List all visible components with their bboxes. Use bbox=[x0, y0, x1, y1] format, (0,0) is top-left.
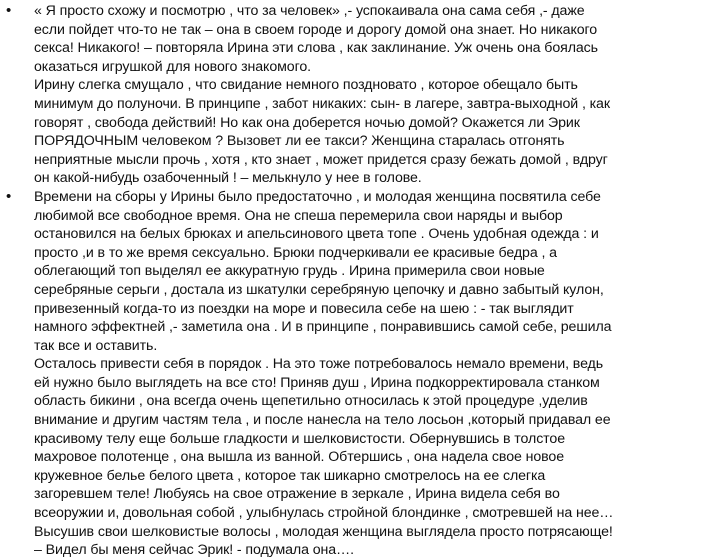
bullet-dot: • bbox=[6, 187, 12, 205]
text-line: говорят , свобода действий! Но как она доберется ночью домой? Окажется ли Эрик bbox=[34, 114, 580, 131]
text-line: – Видел бы меня сейчас Эрик! - подумала она…. bbox=[34, 542, 354, 559]
text-line: минимум до полуночи. В принципе , забот никаких: сын- в лагере, завтра-выходной , как bbox=[34, 95, 610, 112]
paragraph-text bbox=[34, 188, 718, 560]
text-line: загоревшем теле! Любуясь на свое отражение в зеркале , Ирина видела себя во bbox=[34, 486, 560, 503]
text-line: внимание и другим частям тела , и после нанесла на тело лосьон ,который придавал ее bbox=[34, 412, 611, 429]
text-line: « Я просто схожу и посмотрю , что за человек» ,- успокаивала она сама себя ,- даже bbox=[34, 3, 585, 19]
text-line: Ирину слегка смущало , что свидание немного поздновато , которое обещало быть bbox=[34, 77, 578, 94]
text-line: секса! Никакого! – повторяла Ирина эти слова , как заклинание. Уж очень она боялась bbox=[34, 40, 598, 57]
text-line: привезенный когда-то из поездки на море и повесила себе на шею : - так выглядит bbox=[34, 300, 574, 317]
text-line: намного эффектней ,- заметила она . И в принципе , понравившись самой себе, решила bbox=[34, 319, 612, 336]
bullet-dot: • bbox=[6, 2, 12, 19]
bullet-paragraph-2 bbox=[6, 188, 718, 560]
text-line: оказаться игрушкой для нового знакомого. bbox=[34, 58, 311, 75]
text-line: красивому телу еще больше гладкости и шелковистости. Обернувшись в толстое bbox=[34, 430, 566, 447]
text-line: серебряные серьги , достала из шкатулки серебряную цепочку и давно забытый кулон, bbox=[34, 281, 604, 298]
text-line: остановился на белых брюках и апельсинового цвета топе . Очень удобная одежда : и bbox=[34, 226, 599, 243]
text-line: махровое полотенце , она вышла из ванной. Обтершись , она надела свое новое bbox=[34, 449, 565, 466]
text-line: ей нужно было выглядеть на все сто! Приняв душ , Ирина подкорректировала станком bbox=[34, 374, 600, 391]
text-line: любимой все свободное время. Она не спеша перемерила свои наряды и выбор bbox=[34, 207, 563, 224]
text-line: Высушив свои шелковистые волосы , молодая женщина выглядела просто потрясающе! bbox=[34, 523, 613, 540]
text-line: неприятные мысли прочь , хотя , кто знает , может придется сразу бежать домой , вдруг bbox=[34, 151, 608, 168]
bullet-list bbox=[6, 2, 718, 560]
bullet-paragraph-1 bbox=[6, 2, 718, 188]
text-line: кружевное белье белого цвета , которое так шикарно смотрелось на ее слегка bbox=[34, 467, 546, 484]
text-line: Времени на сборы у Ирины было предостаточно , и молодая женщина посвятила себе bbox=[34, 188, 601, 205]
text-line: облегающий топ выделял ее аккуратную грудь . Ирина примерила свои новые bbox=[34, 263, 545, 280]
text-line: он какой-нибудь озабоченный ! – мелькнуло у нее в голове. bbox=[34, 170, 422, 187]
text-line: ПОРЯДОЧНЫМ человеком ? Вызовет ли ее такси? Женщина старалась отгонять bbox=[34, 133, 565, 150]
text-line: просто ,и в то же время сексуально. Брюки подчеркивали ее красивые бедра , а bbox=[34, 244, 557, 261]
paragraph-text bbox=[34, 2, 718, 188]
text-line: так все и оставить. bbox=[34, 337, 158, 354]
text-line: Осталось привести себя в порядок . На это тоже потребовалось немало времени, ведь bbox=[34, 356, 604, 373]
text-line: область бикини , она всегда очень щепетильно относилась к этой процедуре ,уделив bbox=[34, 393, 588, 410]
text-line: если пойдет что-то не так – она в своем городе и дорогу домой она знает. Но никакого bbox=[34, 21, 598, 38]
text-line: всеоружии и, довольная собой , улыбнулась стройной блондинке , смотревшей на нее… bbox=[34, 505, 614, 522]
